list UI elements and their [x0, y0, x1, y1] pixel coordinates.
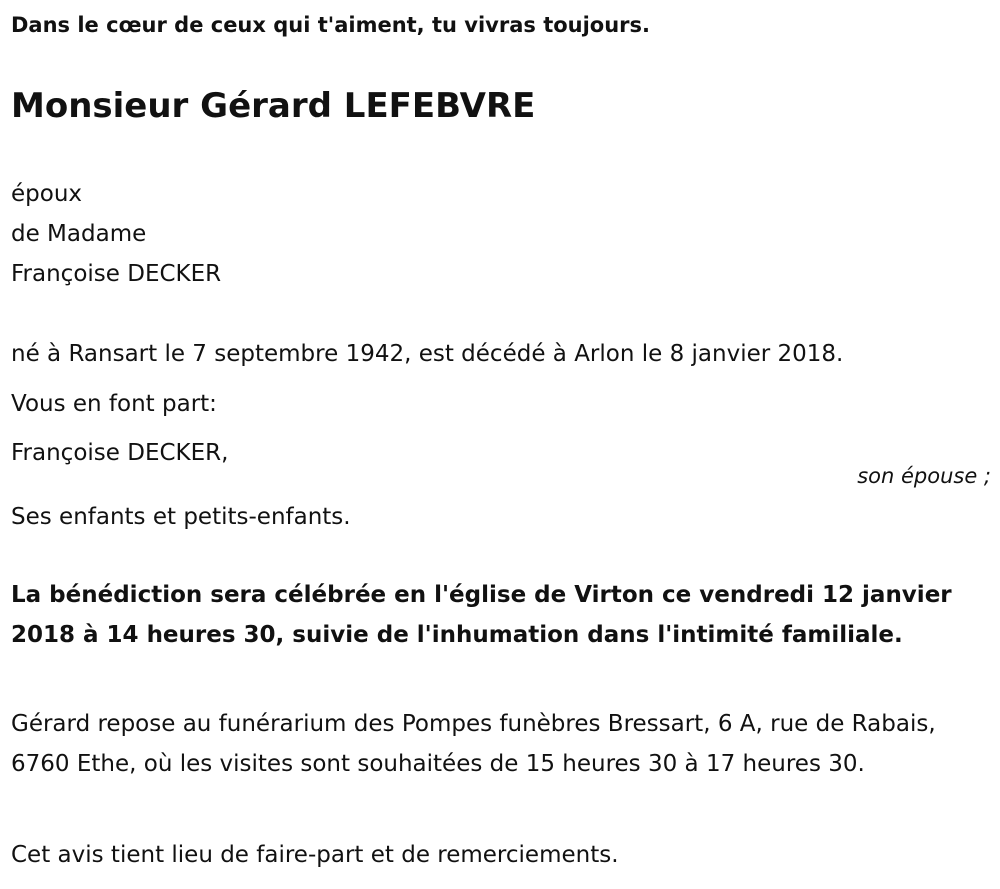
ceremony-text: La bénédiction sera célébrée en l'église de Virton ce vendredi 12 janvier 2018 à 14 heures 30, suivie de l'inhumation dans l'intimité familiale. [11, 582, 952, 648]
spouse-line-1: époux [11, 181, 83, 207]
family-member-name: Françoise DECKER, [11, 440, 229, 466]
dedication-text: Dans le cœur de ceux qui t'aiment, tu vivras toujours. [11, 13, 651, 37]
deceased-name: Monsieur Gérard LEFEBVRE [11, 86, 536, 126]
family-member-relation: son épouse ; [857, 464, 991, 488]
children-text: Ses enfants et petits-enfants. [11, 504, 351, 530]
funerarium-text: Gérard repose au funérarium des Pompes funèbres Bressart, 6 A, rue de Rabais, 6760 Ethe, où les visites sont souhaitées de 15 heures 30 à 17 heures 30. [11, 711, 936, 777]
spouse-line-3: Françoise DECKER [11, 261, 222, 287]
birth-death-text: né à Ransart le 7 septembre 1942, est décédé à Arlon le 8 janvier 2018. [11, 341, 844, 367]
closing-text: Cet avis tient lieu de faire-part et de remerciements. [11, 842, 619, 868]
announce-intro: Vous en font part: [11, 391, 217, 417]
spouse-line-2: de Madame [11, 221, 147, 247]
